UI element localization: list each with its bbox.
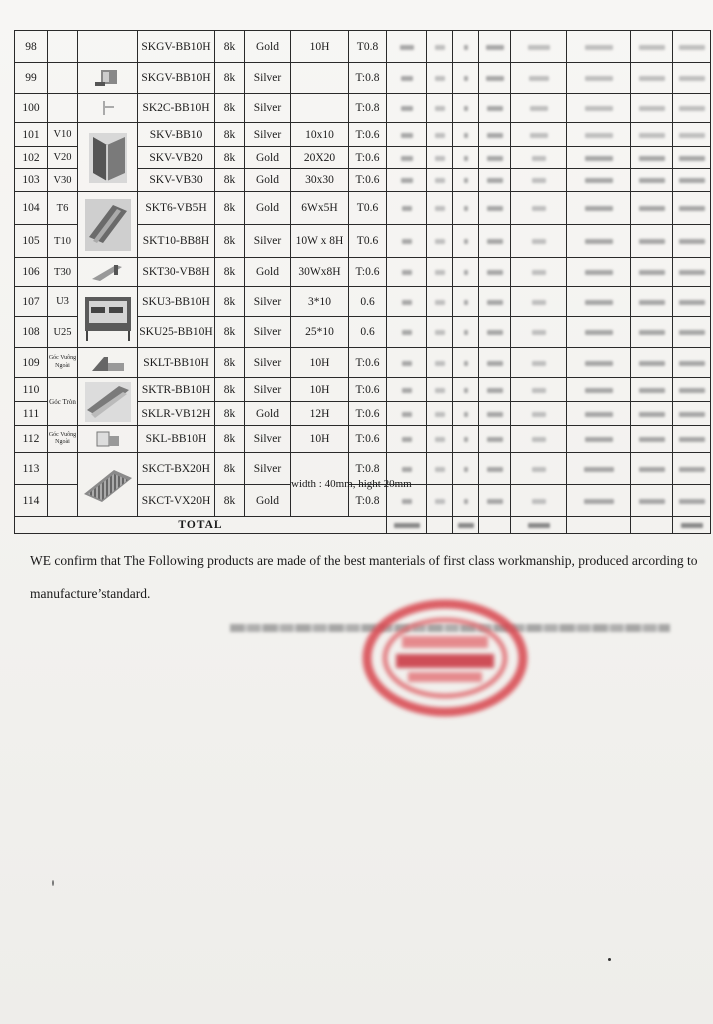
redacted-cell <box>567 94 631 123</box>
redacted-cell <box>479 426 511 453</box>
row-number: 99 <box>15 63 48 94</box>
redacted-total <box>631 517 673 534</box>
row-group <box>48 485 78 517</box>
product-image <box>78 94 138 123</box>
redacted-cell <box>427 147 453 169</box>
redacted-cell <box>479 402 511 426</box>
color: Silver <box>245 94 291 123</box>
redacted-cell <box>631 287 673 317</box>
redacted-cell <box>673 63 711 94</box>
corner-trim-image <box>91 428 125 450</box>
size: 10H <box>291 378 349 402</box>
redacted-cell <box>511 348 567 378</box>
product-code: SKLT-BB10H <box>138 348 215 378</box>
size: 10x10 <box>291 123 349 147</box>
color: Silver <box>245 123 291 147</box>
size <box>291 63 349 94</box>
redacted-cell <box>479 287 511 317</box>
thickness: T:0.8 <box>349 453 387 485</box>
redacted-cell <box>453 63 479 94</box>
redacted-cell <box>387 94 427 123</box>
product-code: SKLR-VB12H <box>138 402 215 426</box>
redacted-cell <box>567 258 631 287</box>
row-number: 111 <box>15 402 48 426</box>
redacted-cell <box>567 348 631 378</box>
color: Silver <box>245 287 291 317</box>
finish: 8k <box>215 192 245 225</box>
redacted-total <box>479 517 511 534</box>
product-table <box>14 30 711 534</box>
size: 10H <box>291 426 349 453</box>
redacted-cell <box>673 402 711 426</box>
redacted-cell <box>673 317 711 348</box>
thickness: T:0.6 <box>349 402 387 426</box>
thickness: T:0.6 <box>349 123 387 147</box>
redacted-cell <box>567 317 631 348</box>
company-seal-stamp <box>360 598 530 718</box>
thickness: T:0.8 <box>349 63 387 94</box>
redacted-cell <box>511 402 567 426</box>
t-profile-trim-image <box>88 261 128 283</box>
redacted-cell <box>453 123 479 147</box>
redacted-cell <box>453 94 479 123</box>
redacted-cell <box>511 147 567 169</box>
redacted-cell <box>511 426 567 453</box>
redacted-cell <box>427 192 453 225</box>
redacted-cell <box>511 94 567 123</box>
redacted-cell <box>631 378 673 402</box>
table-row <box>15 426 711 453</box>
size: 10H <box>291 31 349 63</box>
product-code: SKU3-BB10H <box>138 287 215 317</box>
row-group: T30 <box>48 258 78 287</box>
row-number: 114 <box>15 485 48 517</box>
redacted-cell <box>427 123 453 147</box>
finish: 8k <box>215 225 245 258</box>
finish: 8k <box>215 402 245 426</box>
color: Silver <box>245 317 291 348</box>
thickness: 0.6 <box>349 317 387 348</box>
product-code: SKT30-VB8H <box>138 258 215 287</box>
row-group <box>48 94 78 123</box>
size <box>291 94 349 123</box>
redacted-cell <box>479 31 511 63</box>
color: Gold <box>245 31 291 63</box>
row-number: 109 <box>15 348 48 378</box>
size: 6Wx5H <box>291 192 349 225</box>
redacted-cell <box>387 378 427 402</box>
redacted-cell <box>479 258 511 287</box>
redacted-cell <box>673 225 711 258</box>
thickness: 0.6 <box>349 287 387 317</box>
color: Silver <box>245 348 291 378</box>
color: Silver <box>245 225 291 258</box>
product-code: SKGV-BB10H <box>138 31 215 63</box>
row-group: U3 <box>48 287 78 317</box>
redacted-cell <box>479 169 511 192</box>
redacted-cell <box>567 225 631 258</box>
redacted-cell <box>511 225 567 258</box>
finish: 8k <box>215 31 245 63</box>
redacted-cell <box>427 426 453 453</box>
redacted-total <box>673 517 711 534</box>
redacted-cell <box>387 287 427 317</box>
row-group: T6 <box>48 192 78 225</box>
redacted-cell <box>479 453 511 485</box>
redacted-cell <box>427 348 453 378</box>
color: Gold <box>245 192 291 225</box>
redacted-cell <box>631 192 673 225</box>
redacted-cell <box>427 169 453 192</box>
redacted-cell <box>631 402 673 426</box>
size: 20X20 <box>291 147 349 169</box>
product-code: SKCT-BX20H <box>138 453 215 485</box>
redacted-cell <box>631 348 673 378</box>
trim-profile-icon <box>91 68 125 88</box>
redacted-cell <box>567 287 631 317</box>
total-row <box>15 517 711 534</box>
redacted-cell <box>427 378 453 402</box>
product-image <box>78 287 138 348</box>
row-group: Góc Vuông Ngoài <box>48 348 78 378</box>
redacted-total <box>511 517 567 534</box>
product-image <box>78 348 138 378</box>
t-profile-trim-image <box>83 197 133 253</box>
finish: 8k <box>215 63 245 94</box>
redacted-cell <box>453 348 479 378</box>
row-number: 103 <box>15 169 48 192</box>
table-row <box>15 192 711 225</box>
redacted-cell <box>567 169 631 192</box>
thickness: T:0.6 <box>349 426 387 453</box>
redacted-cell <box>387 225 427 258</box>
size: 30x30 <box>291 169 349 192</box>
redacted-cell <box>631 63 673 94</box>
redacted-cell <box>673 169 711 192</box>
color: Gold <box>245 147 291 169</box>
table-row <box>15 31 711 63</box>
thickness: T0.8 <box>349 31 387 63</box>
redacted-cell <box>673 378 711 402</box>
thickness: T:0.6 <box>349 348 387 378</box>
row-number: 107 <box>15 287 48 317</box>
redacted-cell <box>387 123 427 147</box>
size: width : 40mm, hight 20mm <box>291 453 349 517</box>
size: 10W x 8H <box>291 225 349 258</box>
row-number: 110 <box>15 378 48 402</box>
redacted-cell <box>511 31 567 63</box>
finish: 8k <box>215 287 245 317</box>
redacted-cell <box>427 31 453 63</box>
redacted-cell <box>427 287 453 317</box>
redacted-cell <box>631 31 673 63</box>
redacted-cell <box>387 426 427 453</box>
redacted-cell <box>387 63 427 94</box>
product-code: SKV-VB20 <box>138 147 215 169</box>
product-code: SKT6-VB5H <box>138 192 215 225</box>
redacted-cell <box>387 348 427 378</box>
redacted-cell <box>453 225 479 258</box>
redacted-cell <box>479 225 511 258</box>
redacted-total <box>453 517 479 534</box>
redacted-cell <box>427 63 453 94</box>
redacted-cell <box>453 287 479 317</box>
redacted-cell <box>631 453 673 485</box>
finish: 8k <box>215 169 245 192</box>
redacted-cell <box>387 192 427 225</box>
thickness: T:0.8 <box>349 94 387 123</box>
stair-nosing-trim-image <box>80 460 136 510</box>
row-group: V20 <box>48 147 78 169</box>
row-number: 101 <box>15 123 48 147</box>
row-group <box>48 453 78 485</box>
row-group: V30 <box>48 169 78 192</box>
size: 10H <box>291 348 349 378</box>
table-row <box>15 63 711 94</box>
product-code: SKV-BB10 <box>138 123 215 147</box>
trim-profile-icon <box>98 99 118 117</box>
row-number: 102 <box>15 147 48 169</box>
redacted-cell <box>453 453 479 485</box>
redacted-cell <box>479 94 511 123</box>
product-image <box>78 31 138 63</box>
table-row <box>15 258 711 287</box>
finish: 8k <box>215 147 245 169</box>
row-number: 100 <box>15 94 48 123</box>
redacted-cell <box>567 123 631 147</box>
redacted-cell <box>453 485 479 517</box>
product-image <box>78 123 138 192</box>
redacted-cell <box>387 317 427 348</box>
row-group: Góc Tròn <box>48 378 78 426</box>
redacted-cell <box>673 426 711 453</box>
product-code: SK2C-BB10H <box>138 94 215 123</box>
size: 25*10 <box>291 317 349 348</box>
redacted-cell <box>673 485 711 517</box>
redacted-cell <box>567 147 631 169</box>
redacted-cell <box>511 453 567 485</box>
redacted-cell <box>479 378 511 402</box>
redacted-cell <box>427 317 453 348</box>
redacted-cell <box>631 169 673 192</box>
redacted-cell <box>673 192 711 225</box>
redacted-cell <box>427 453 453 485</box>
redacted-cell <box>479 348 511 378</box>
redacted-cell <box>453 402 479 426</box>
redacted-cell <box>631 258 673 287</box>
redacted-cell <box>427 402 453 426</box>
row-group: T10 <box>48 225 78 258</box>
product-image <box>78 378 138 426</box>
product-image <box>78 426 138 453</box>
redacted-cell <box>479 123 511 147</box>
thickness: T:0.6 <box>349 258 387 287</box>
finish: 8k <box>215 485 245 517</box>
redacted-cell <box>479 63 511 94</box>
redacted-cell <box>453 378 479 402</box>
redacted-cell <box>631 147 673 169</box>
row-number: 104 <box>15 192 48 225</box>
confirmation-statement: WE confirm that The Following products are made of the best manterials of first class workmanship, produced arcording to manufacture’standard. <box>30 553 698 601</box>
redacted-cell <box>631 426 673 453</box>
total-label: TOTAL <box>15 517 387 534</box>
color: Gold <box>245 258 291 287</box>
redacted-total <box>567 517 631 534</box>
row-group <box>48 63 78 94</box>
row-group: Góc Vuông Ngoài <box>48 426 78 453</box>
redacted-cell <box>479 147 511 169</box>
redacted-cell <box>387 402 427 426</box>
thickness: T:0.8 <box>349 485 387 517</box>
product-image <box>78 258 138 287</box>
corner-trim-image <box>86 351 130 375</box>
redacted-cell <box>427 258 453 287</box>
product-code: SKT10-BB8H <box>138 225 215 258</box>
thickness: T:0.6 <box>349 169 387 192</box>
redacted-cell <box>453 147 479 169</box>
redacted-cell <box>511 192 567 225</box>
u-channel-trim-image <box>81 291 135 343</box>
finish: 8k <box>215 453 245 485</box>
table-row <box>15 348 711 378</box>
table-row <box>15 287 711 317</box>
redacted-cell <box>387 147 427 169</box>
redacted-cell <box>673 123 711 147</box>
round-corner-trim-image <box>83 380 133 424</box>
redacted-cell <box>631 123 673 147</box>
redacted-cell <box>453 31 479 63</box>
redacted-cell <box>673 147 711 169</box>
product-code: SKU25-BB10H <box>138 317 215 348</box>
row-group: V10 <box>48 123 78 147</box>
redacted-cell <box>631 225 673 258</box>
redacted-cell <box>673 31 711 63</box>
redacted-cell <box>511 258 567 287</box>
row-number: 105 <box>15 225 48 258</box>
product-code: SKTR-BB10H <box>138 378 215 402</box>
thickness: T:0.6 <box>349 147 387 169</box>
redacted-total <box>387 517 427 534</box>
row-number: 108 <box>15 317 48 348</box>
redacted-cell <box>631 317 673 348</box>
redacted-cell <box>673 453 711 485</box>
redacted-total <box>427 517 453 534</box>
table-row <box>15 453 711 485</box>
product-code: SKV-VB30 <box>138 169 215 192</box>
redacted-cell <box>453 317 479 348</box>
redacted-cell <box>631 485 673 517</box>
redacted-cell <box>567 378 631 402</box>
redacted-cell <box>427 485 453 517</box>
paper-speck <box>52 880 54 886</box>
finish: 8k <box>215 378 245 402</box>
redacted-cell <box>387 258 427 287</box>
redacted-cell <box>567 485 631 517</box>
redacted-cell <box>387 31 427 63</box>
color: Silver <box>245 426 291 453</box>
redacted-cell <box>673 287 711 317</box>
row-number: 106 <box>15 258 48 287</box>
redacted-cell <box>567 402 631 426</box>
product-code: SKGV-BB10H <box>138 63 215 94</box>
thickness: T0.6 <box>349 192 387 225</box>
product-image <box>78 453 138 517</box>
redacted-cell <box>567 426 631 453</box>
finish: 8k <box>215 348 245 378</box>
color: Silver <box>245 63 291 94</box>
redacted-cell <box>479 485 511 517</box>
redacted-cell <box>511 378 567 402</box>
color: Gold <box>245 169 291 192</box>
color: Gold <box>245 402 291 426</box>
redacted-cell <box>427 225 453 258</box>
color: Silver <box>245 378 291 402</box>
size: 30Wx8H <box>291 258 349 287</box>
redacted-cell <box>567 192 631 225</box>
redacted-cell <box>511 287 567 317</box>
redacted-cell <box>631 94 673 123</box>
redacted-cell <box>511 123 567 147</box>
row-group <box>48 31 78 63</box>
color: Silver <box>245 453 291 485</box>
v-angle-trim-image <box>85 127 131 187</box>
row-number: 98 <box>15 31 48 63</box>
product-code: SKCT-VX20H <box>138 485 215 517</box>
product-image <box>78 63 138 94</box>
finish: 8k <box>215 123 245 147</box>
redacted-cell <box>453 169 479 192</box>
redacted-cell <box>673 348 711 378</box>
thickness: T:0.6 <box>349 378 387 402</box>
redacted-cell <box>479 317 511 348</box>
finish: 8k <box>215 317 245 348</box>
size: 3*10 <box>291 287 349 317</box>
redacted-cell <box>453 426 479 453</box>
product-image <box>78 192 138 258</box>
thickness: T0.6 <box>349 225 387 258</box>
redacted-cell <box>511 63 567 94</box>
finish: 8k <box>215 258 245 287</box>
redacted-cell <box>511 317 567 348</box>
redacted-cell <box>453 192 479 225</box>
redacted-cell <box>453 258 479 287</box>
redacted-cell <box>567 453 631 485</box>
paper-speck <box>608 958 611 961</box>
redacted-cell <box>567 31 631 63</box>
table-row <box>15 123 711 147</box>
redacted-cell <box>427 94 453 123</box>
finish: 8k <box>215 94 245 123</box>
redacted-cell <box>673 94 711 123</box>
redacted-cell <box>511 169 567 192</box>
redacted-cell <box>479 192 511 225</box>
table-row <box>15 378 711 402</box>
row-number: 112 <box>15 426 48 453</box>
color: Gold <box>245 485 291 517</box>
row-number: 113 <box>15 453 48 485</box>
size: 12H <box>291 402 349 426</box>
product-code: SKL-BB10H <box>138 426 215 453</box>
redacted-cell <box>387 169 427 192</box>
redacted-cell <box>567 63 631 94</box>
redacted-cell <box>511 485 567 517</box>
redacted-cell <box>673 258 711 287</box>
table-row <box>15 94 711 123</box>
row-group: U25 <box>48 317 78 348</box>
finish: 8k <box>215 426 245 453</box>
